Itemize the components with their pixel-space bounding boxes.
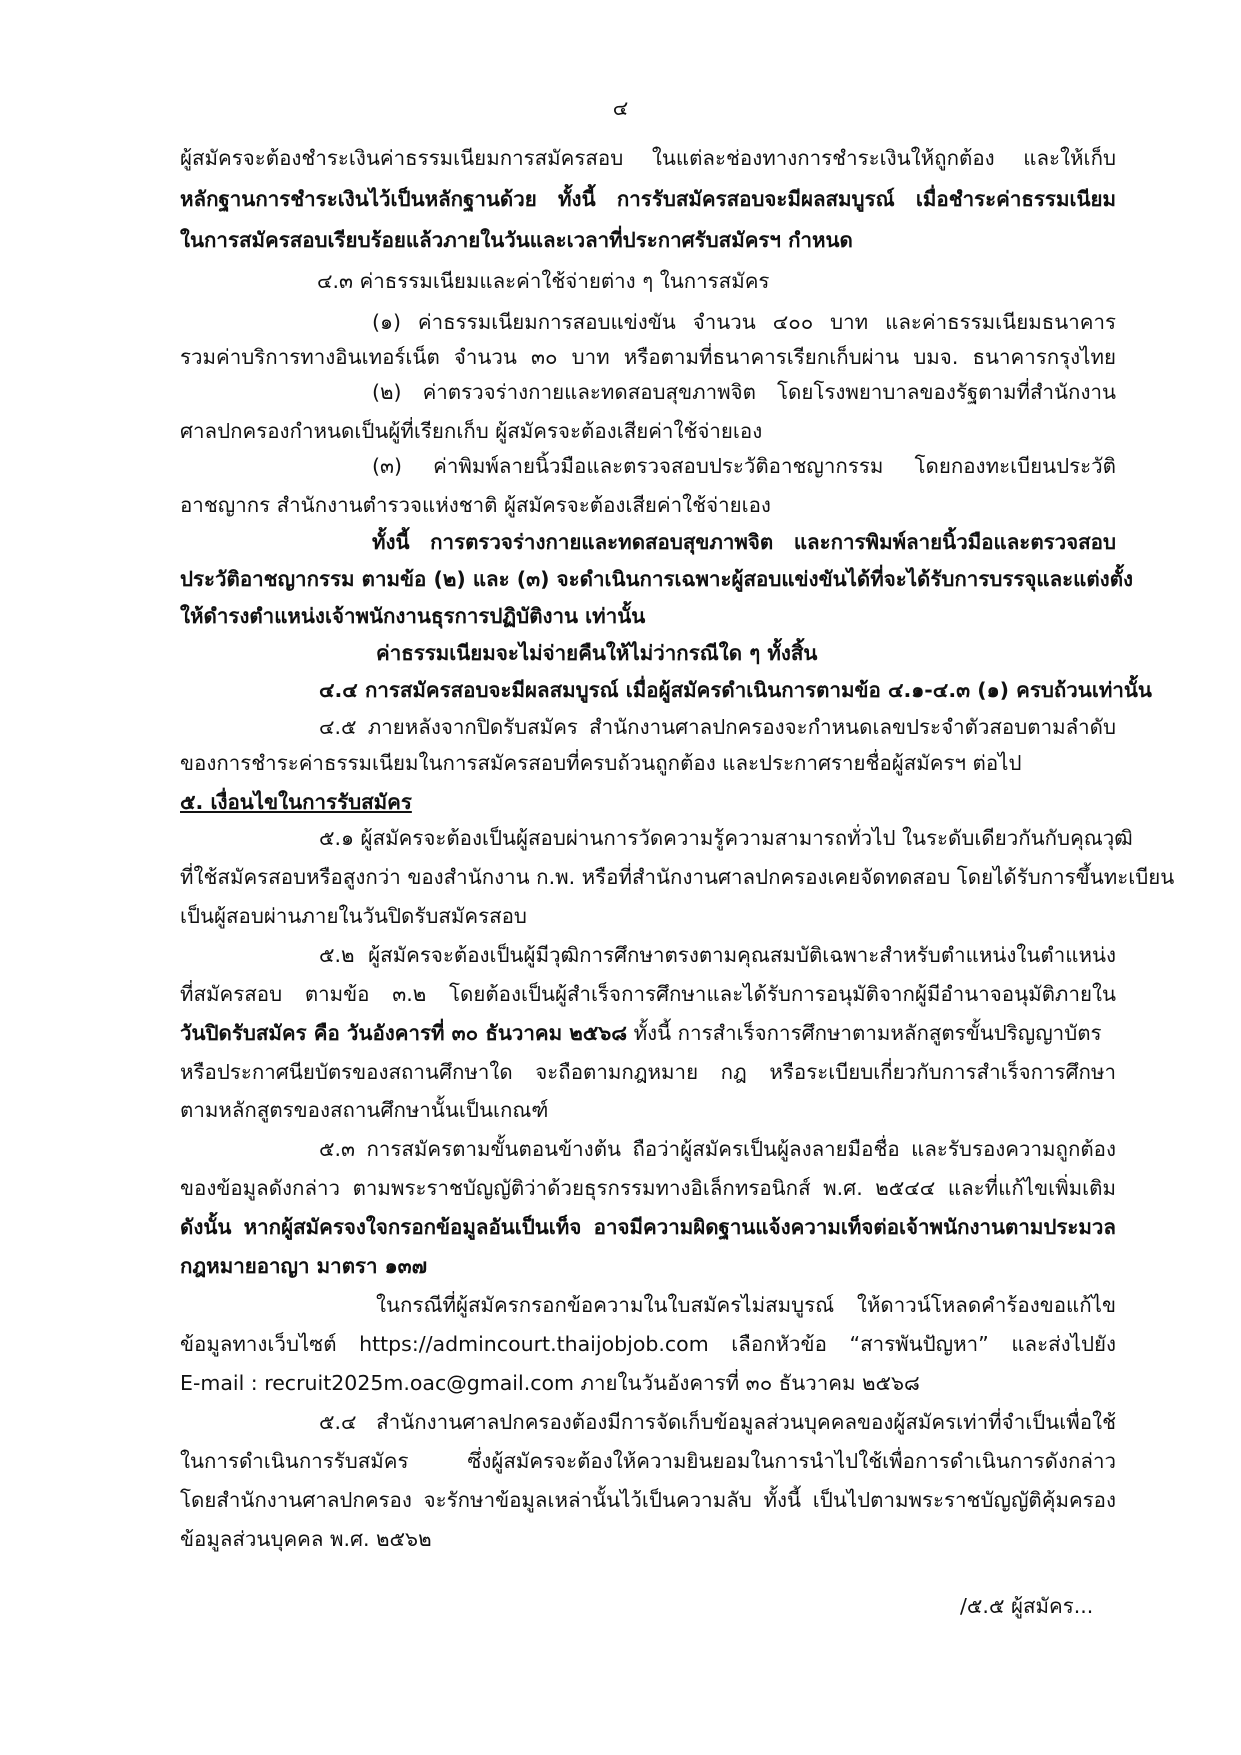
paragraph-line: โดยสำนักงานศาลปกครอง จะรักษาข้อมูลเหล่านั้นไว้เป็นความลับ ทั้งนี้ เป็นไปตามพระราชบัญญัติคุ้มครอง <box>180 1488 1116 1512</box>
paragraph-line: ตามหลักสูตรของสถานศึกษานั้นเป็นเกณฑ์ <box>180 1098 549 1122</box>
continuation-marker: /๕.๕ ผู้สมัคร... <box>960 1594 1094 1618</box>
paragraph-line: ผู้สมัครจะต้องชำระเงินค่าธรรมเนียมการสมัครสอบ ในแต่ละช่องทางการชำระเงินให้ถูกต้อง และให้เก็บ <box>180 146 1116 170</box>
paragraph-line: อาชญากร สำนักงานตำรวจแห่งชาติ ผู้สมัครจะต้องเสียค่าใช้จ่ายเอง <box>180 493 771 517</box>
paragraph-line: ๕.๒ ผู้สมัครจะต้องเป็นผู้มีวุฒิการศึกษาตรงตามคุณสมบัติเฉพาะสำหรับตำแหน่งในตำแหน่ง <box>319 943 1116 967</box>
paragraph-line: ๕.๔ สำนักงานศาลปกครองต้องมีการจัดเก็บข้อมูลส่วนบุคคลของผู้สมัครเท่าที่จำเป็นเพื่อใช้ <box>319 1410 1116 1434</box>
paragraph-line: E-mail : recruit2025m.oac@gmail.com ภายในวันอังคารที่ ๓๐ ธันวาคม ๒๕๖๘ <box>180 1371 920 1395</box>
deadline-text: วันปิดรับสมัคร คือ วันอังคารที่ ๓๐ ธันวาคม ๒๕๖๘ <box>180 1021 628 1045</box>
page-number: ๔ <box>612 96 629 120</box>
paragraph-line <box>180 1013 1116 1053</box>
paragraph-line: ดังนั้น หากผู้สมัครจงใจกรอกข้อมูลอันเป็นเท็จ อาจมีความผิดฐานแจ้งความเท็จต่อเจ้าพนักงานตามประมวล <box>180 1215 1116 1239</box>
paragraph-line: ที่ใช้สมัครสอบหรือสูงกว่า ของสำนักงาน ก.พ. หรือที่สำนักงานศาลปกครองเคยจัดทดสอบ โดยได้รับการขึ้นทะเบียน <box>180 865 1175 889</box>
paragraph-line: ข้อมูลส่วนบุคคล พ.ศ. ๒๕๖๒ <box>180 1527 432 1551</box>
paragraph-line: ของการชำระค่าธรรมเนียมในการสมัครสอบที่ครบถ้วนถูกต้อง และประกาศรายชื่อผู้สมัครฯ ต่อไป <box>180 751 1022 775</box>
paragraph-line: ๕.๓ การสมัครตามขั้นตอนข้างต้น ถือว่าผู้สมัครเป็นผู้ลงลายมือชื่อ และรับรองความถูกต้อง <box>319 1137 1116 1161</box>
paragraph-line: ข้อมูลทางเว็บไซต์ https://admincourt.thaijobjob.com เลือกหัวข้อ “สารพันปัญหา” และส่งไปยัง <box>180 1332 1116 1356</box>
paragraph-line: ในกรณีที่ผู้สมัครกรอกข้อความในใบสมัครไม่สมบูรณ์ ให้ดาวน์โหลดคำร้องขอแก้ไข <box>376 1293 1116 1317</box>
paragraph-line: ๕.๑ ผู้สมัครจะต้องเป็นผู้สอบผ่านการวัดความรู้ความสามารถทั่วไป ในระดับเดียวกันกับคุณวุฒิ <box>319 826 1133 850</box>
paragraph-line: (๓) ค่าพิมพ์ลายนิ้วมือและตรวจสอบประวัติอาชญากรรม โดยกองทะเบียนประวัติ <box>372 454 1116 478</box>
paragraph-line: ๔.๔ การสมัครสอบจะมีผลสมบูรณ์ เมื่อผู้สมัครดำเนินการตามข้อ ๔.๑-๔.๓ (๑) ครบถ้วนเท่านั้น <box>319 678 1152 702</box>
paragraph-line: ค่าธรรมเนียมจะไม่จ่ายคืนให้ไม่ว่ากรณีใด ๆ ทั้งสิ้น <box>376 641 818 665</box>
paragraph-line: รวมค่าบริการทางอินเทอร์เน็ต จำนวน ๓๐ บาท หรือตามที่ธนาคารเรียกเก็บผ่าน บมจ. ธนาคารกรุงไทย <box>180 345 1116 369</box>
paragraph-line: หลักฐานการชำระเงินไว้เป็นหลักฐานด้วย ทั้งนี้ การรับสมัครสอบจะมีผลสมบูรณ์ เมื่อชำระค่าธรรมเนียม <box>180 187 1116 211</box>
paragraph-line: ของข้อมูลดังกล่าว ตามพระราชบัญญัติว่าด้วยธุรกรรมทางอิเล็กทรอนิกส์ พ.ศ. ๒๕๔๔ และที่แก้ไขเพิ่มเติม <box>180 1176 1116 1200</box>
paragraph-line: ทั้งนี้ การตรวจร่างกายและทดสอบสุขภาพจิต และการพิมพ์ลายนิ้วมือและตรวจสอบ <box>372 530 1116 554</box>
paragraph-line: เป็นผู้สอบผ่านภายในวันปิดรับสมัครสอบ <box>180 904 527 928</box>
paragraph-continuation: ทั้งนี้ การสำเร็จการศึกษาตามหลักสูตรขั้นปริญญาบัตร <box>627 1021 1102 1045</box>
section-title: ๕. เงื่อนไขในการรับสมัคร <box>180 790 412 814</box>
paragraph-line: หรือประกาศนียบัตรของสถานศึกษาใด จะถือตามกฎหมาย กฎ หรือระเบียบเกี่ยวกับการสำเร็จการศึกษา <box>180 1060 1116 1084</box>
paragraph-line: (๒) ค่าตรวจร่างกายและทดสอบสุขภาพจิต โดยโรงพยาบาลของรัฐตามที่สำนักงาน <box>372 380 1116 404</box>
paragraph-line: ที่สมัครสอบ ตามข้อ ๓.๒ โดยต้องเป็นผู้สำเร็จการศึกษาและได้รับการอนุมัติจากผู้มีอำนาจอนุมัติภายใน <box>180 982 1116 1006</box>
section-heading: ๔.๓ ค่าธรรมเนียมและค่าใช้จ่ายต่าง ๆ ในการสมัคร <box>317 269 770 293</box>
paragraph-line: ประวัติอาชญากรรม ตามข้อ (๒) และ (๓) จะดำเนินการเฉพาะผู้สอบแข่งขันได้ที่จะได้รับการบรรจุและแต่งตั้ง <box>180 567 1134 591</box>
paragraph-line: ศาลปกครองกำหนดเป็นผู้ที่เรียกเก็บ ผู้สมัครจะต้องเสียค่าใช้จ่ายเอง <box>180 419 763 443</box>
paragraph-line: กฎหมายอาญา มาตรา ๑๓๗ <box>180 1254 428 1278</box>
paragraph-line: ๔.๕ ภายหลังจากปิดรับสมัคร สำนักงานศาลปกครองจะกำหนดเลขประจำตัวสอบตามลำดับ <box>319 715 1116 739</box>
paragraph-line: ในการดำเนินการรับสมัคร ซึ่งผู้สมัครจะต้องให้ความยินยอมในการนำไปใช้เพื่อการดำเนินการดังกล่าว <box>180 1449 1116 1473</box>
paragraph-line: ให้ดำรงตำแหน่งเจ้าพนักงานธุรการปฏิบัติงาน เท่านั้น <box>180 604 646 628</box>
paragraph-line: (๑) ค่าธรรมเนียมการสอบแข่งขัน จำนวน ๔๐๐ บาท และค่าธรรมเนียมธนาคาร <box>372 310 1116 334</box>
paragraph-line: ในการสมัครสอบเรียบร้อยแล้วภายในวันและเวลาที่ประกาศรับสมัครฯ กำหนด <box>180 228 853 252</box>
